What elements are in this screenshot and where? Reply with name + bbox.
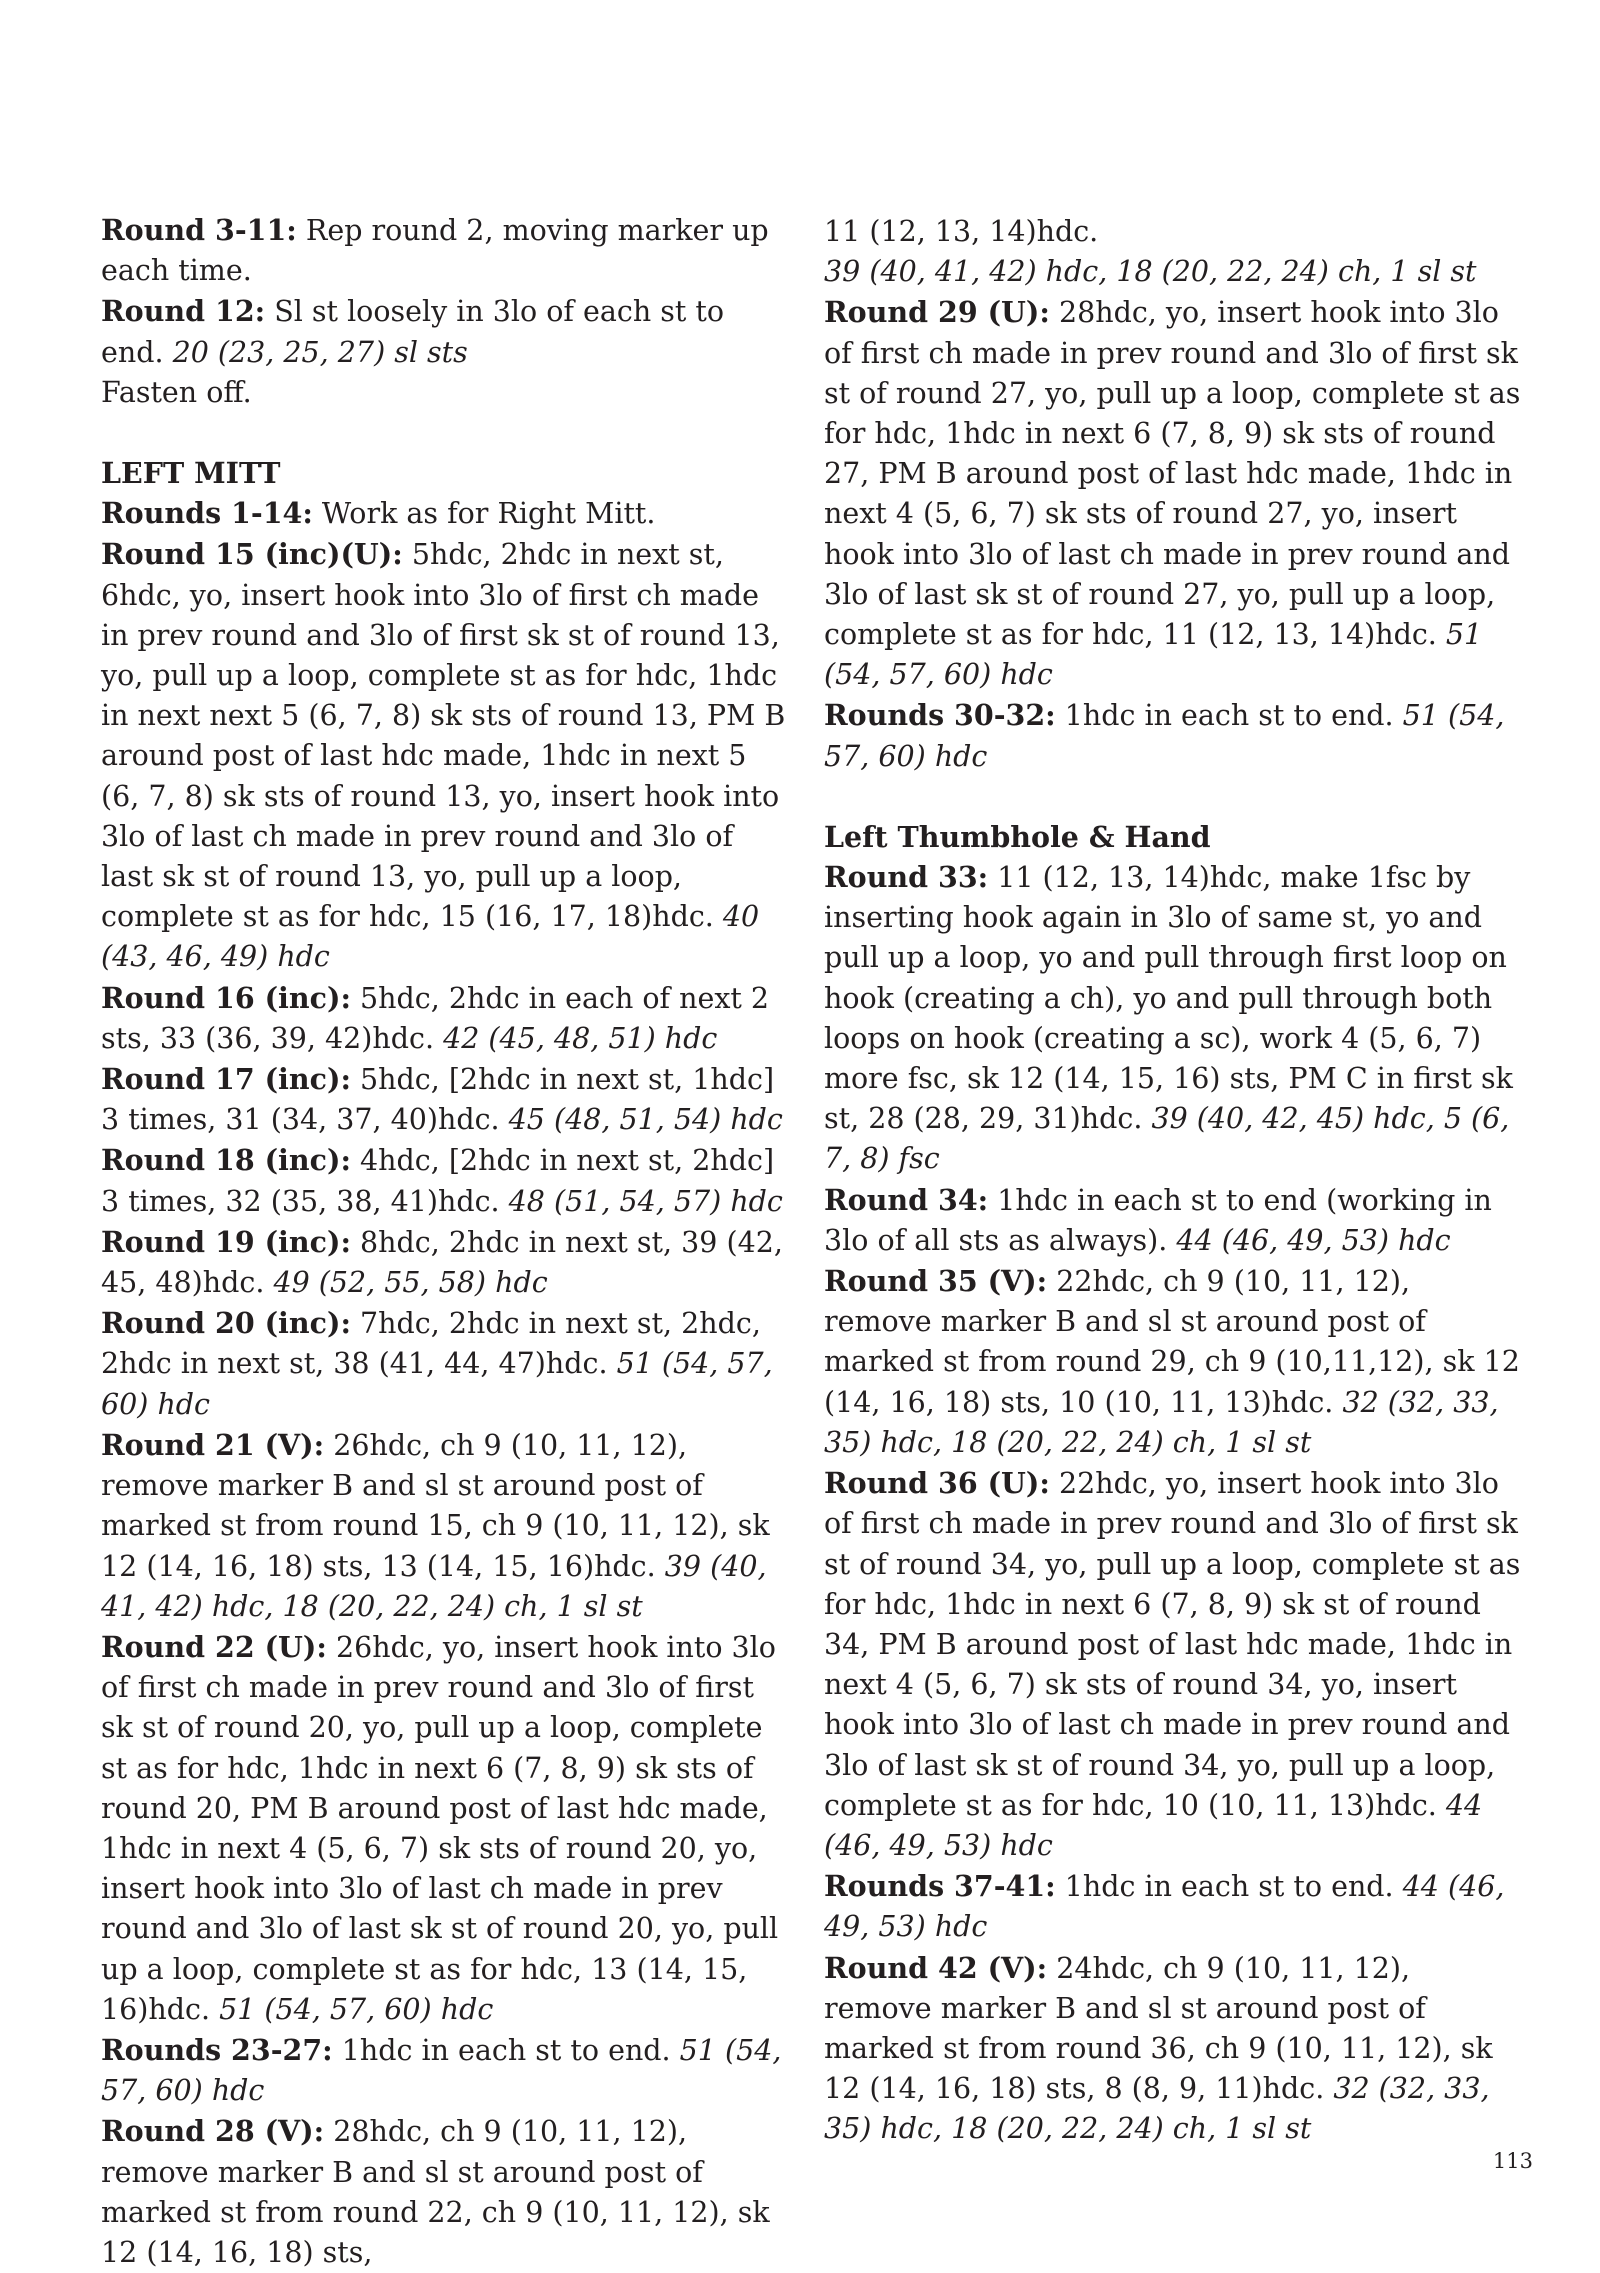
stitch-count: 51 (54, 57, 60) hdc: [824, 618, 1483, 692]
stitch-count: 48 (51, 54, 57) hdc: [508, 1184, 783, 1218]
stitch-count: 32 (32, 33, 35) hdc, 18 (20, 22, 24) ch, 1 sl st: [824, 2072, 1490, 2146]
pattern-instruction: [824, 1261, 1524, 1463]
stitch-count: 51 (54, 57, 60) hdc: [101, 1347, 773, 1421]
round-label: Round 29 (U):: [824, 295, 1050, 330]
pattern-instruction: [824, 857, 1524, 1180]
round-label: Round 34:: [824, 1182, 989, 1217]
instruction-text: 28hdc, ch 9 (10, 11, 12), remove marker B and sl st around post of marked st from round 22, ch 9 (10, 11, 12), sk 12 (14, 16, 18) sts,: [101, 2115, 770, 2269]
instruction-text: 5hdc, 2hdc in each of next 2 sts, 33 (36, 39, 42)hdc.: [101, 981, 770, 1055]
round-label: Round 42 (V):: [824, 1950, 1048, 1985]
instruction-text: 22hdc, ch 9 (10, 11, 12), remove marker B and sl st around post of marked st from round 29, ch 9 (10,11,12), sk 12 (14, 16, 18) sts, 10 (10, 11, 13)hdc.: [824, 1265, 1520, 1419]
right-column: [824, 212, 1524, 2150]
instruction-text: 7hdc, 2hdc in next st, 2hdc, 2hdc in next st, 38 (41, 44, 47)hdc.: [101, 1307, 761, 1381]
section-heading: LEFT MITT: [101, 456, 281, 491]
pattern-instruction: [824, 695, 1524, 776]
round-label: Round 28 (V):: [101, 2114, 325, 2149]
stitch-count: 32 (32, 33, 35) hdc, 18 (20, 22, 24) ch, 1 sl st: [824, 1385, 1499, 1459]
pattern-instruction: [824, 1866, 1524, 1947]
round-label: Rounds 30-32:: [824, 698, 1056, 733]
round-label: Round 20 (inc):: [101, 1306, 351, 1341]
stitch-count: 49 (52, 55, 58) hdc: [273, 1266, 548, 1300]
instruction-text: 11 (12, 13, 14)hdc.: [824, 215, 1099, 248]
stitch-count: 39 (40, 41, 42) hdc, 18 (20, 22, 24) ch, 1 sl st: [101, 1549, 767, 1623]
instruction-text: 22hdc, yo, insert hook into 3lo of first ch made in prev round and 3lo of first sk st of round 34, yo, pull up a loop, complete st as for hdc, 1hdc in next 6 (7, 8, 9) sk st of round 34, PM B around post of last hdc made, 1hdc in next 4 (5, 6, 7) sk sts of round 34, yo, insert hook into 3lo of last ch made in prev round and 3lo of last sk st of round 34, yo, pull up a loop, complete st as for hdc, 10 (10, 11, 13)hdc.: [824, 1467, 1521, 1822]
stitch-count: 42 (45, 48, 51) hdc: [443, 1021, 718, 1055]
round-label: Round 21 (V):: [101, 1427, 325, 1462]
pattern-instruction: [101, 373, 791, 413]
round-label: Round 18 (inc):: [101, 1143, 351, 1178]
pattern-instruction: [824, 1180, 1524, 1261]
instruction-text: Sl st loosely in 3lo of each st to end.: [101, 295, 725, 369]
round-label: Round 35 (V):: [824, 1264, 1048, 1299]
pattern-instruction: [101, 1627, 791, 2030]
instruction-text: 24hdc, ch 9 (10, 11, 12), remove marker B and sl st around post of marked st from round 36, ch 9 (10, 11, 12), sk 12 (14, 16, 18) sts, 8 (8, 9, 11)hdc.: [824, 1951, 1493, 2106]
pattern-instruction: [101, 2111, 791, 2273]
round-label: Rounds 23-27:: [101, 2032, 333, 2067]
left-column: [101, 210, 791, 2273]
instruction-text: 8hdc, 2hdc in next st, 39 (42, 45, 48)hdc.: [101, 1225, 783, 1300]
instruction-text: 28hdc, yo, insert hook into 3lo of first ch made in prev round and 3lo of first sk st of round 27, yo, pull up a loop, complete st as for hdc, 1hdc in next 6 (7, 8, 9) sk sts of round 27, PM B around post of last hdc made, 1hdc in next 4 (5, 6, 7) sk sts of round 27, yo, insert hook into 3lo of last ch made in prev round and 3lo of last sk st of round 27, yo, pull up a loop, complete st as for hdc, 11 (12, 13, 14)hdc.: [824, 296, 1521, 652]
round-label: Round 12:: [101, 294, 266, 329]
instruction-text: Rep round 2, moving marker up each time.: [101, 214, 769, 288]
instruction-text: 5hdc, [2hdc in next st, 1hdc] 3 times, 31 (34, 37, 40)hdc.: [101, 1063, 775, 1137]
pattern-instruction: [101, 1222, 791, 1303]
stitch-count: 45 (48, 51, 54) hdc: [508, 1103, 783, 1137]
round-label: Round 22 (U):: [101, 1629, 327, 1664]
pattern-instruction: [101, 2030, 791, 2111]
section-spacer: [824, 777, 1524, 817]
instruction-text: Work as for Right Mitt.: [312, 497, 656, 531]
stitch-count: 44 (46, 49, 53) hdc: [824, 1870, 1505, 1944]
round-label: Round 19 (inc):: [101, 1224, 351, 1259]
pattern-instruction: [101, 1140, 791, 1221]
instruction-text: 1hdc in each st to end.: [1055, 699, 1403, 733]
round-label: Rounds 1-14:: [101, 496, 313, 531]
round-label: Rounds 37-41:: [824, 1869, 1056, 1904]
round-label: Round 33:: [824, 860, 989, 895]
instruction-text: 11 (12, 13, 14)hdc, make 1fsc by inserting hook again in 3lo of same st, yo and pull up a loop, yo and pull through first loop on hook (creating a ch), yo and pull through both loops on hook (creating a sc), work 4 (5, 6, 7) more fsc, sk 12 (14, 15, 16) sts, PM C in first sk st, 28 (28, 29, 31)hdc.: [824, 861, 1513, 1136]
round-label: Round 17 (inc):: [101, 1062, 351, 1097]
pattern-instruction: [101, 210, 791, 291]
instruction-text: 1hdc in each st to end (working in 3lo of all sts as always).: [824, 1183, 1492, 1257]
instruction-text: Fasten off.: [101, 375, 252, 409]
round-label: Round 36 (U):: [824, 1466, 1050, 1501]
pattern-instruction: [101, 291, 791, 372]
pattern-instruction: [101, 493, 791, 534]
section-spacer: [101, 413, 791, 453]
section-heading: Left Thumbhole & Hand: [824, 819, 1211, 854]
instruction-text: 1hdc in each st to end.: [1055, 1870, 1403, 1904]
pattern-instruction: [101, 1303, 791, 1425]
instruction-text: 4hdc, [2hdc in next st, 2hdc] 3 times, 32 (35, 38, 41)hdc.: [101, 1144, 775, 1218]
pattern-instruction: [101, 978, 791, 1059]
stitch-count: 44 (46, 49, 53) hdc: [1176, 1223, 1451, 1257]
instruction-text: 26hdc, ch 9 (10, 11, 12), remove marker B and sl st around post of marked st from round 15, ch 9 (10, 11, 12), sk 12 (14, 16, 18) sts, 13 (14, 15, 16)hdc.: [101, 1428, 770, 1583]
pattern-instruction: [824, 212, 1524, 252]
pattern-instruction: [824, 252, 1524, 292]
stitch-count: 40 (43, 46, 49) hdc: [101, 900, 760, 974]
stitch-count: 39 (40, 42, 45) hdc, 5 (6, 7, 8) fsc: [824, 1102, 1510, 1176]
instruction-text: 26hdc, yo, insert hook into 3lo of first ch made in prev round and 3lo of first sk st of round 20, yo, pull up a loop, complete st as for hdc, 1hdc in next 6 (7, 8, 9) sk sts of round 20, PM B around post of last hdc made, 1hdc in next 4 (5, 6, 7) sk sts of round 20, yo, insert hook into 3lo of last ch made in prev round and 3lo of last sk st of round 20, yo, pull up a loop, complete st as for hdc, 13 (14, 15, 16)hdc.: [101, 1630, 779, 2026]
round-label: Round 16 (inc):: [101, 980, 351, 1015]
stitch-count: 44 (46, 49, 53) hdc: [824, 1788, 1483, 1862]
pattern-instruction: [101, 534, 791, 977]
stitch-count: 20 (23, 25, 27) sl sts: [172, 335, 468, 369]
stitch-count: 51 (54, 57, 60) hdc: [101, 2033, 782, 2108]
pattern-instruction: [824, 292, 1524, 695]
stitch-count: 39 (40, 41, 42) hdc, 18 (20, 22, 24) ch, 1 sl st: [824, 255, 1477, 289]
instruction-text: 1hdc in each st to end.: [332, 2033, 680, 2067]
stitch-count: 51 (54, 57, 60) hdc: [824, 699, 1505, 773]
pattern-instruction: [101, 1425, 791, 1627]
round-label: Round 15 (inc)(U):: [101, 537, 403, 572]
pattern-instruction: [824, 1948, 1524, 2150]
round-label: Round 3-11:: [101, 213, 297, 247]
pattern-instruction: [824, 1463, 1524, 1866]
instruction-text: 5hdc, 2hdc in next st, 6hdc, yo, insert hook into 3lo of first ch made in prev round and 3lo of first sk st of round 13, yo, pull up a loop, complete st as for hdc, 1hdc in next next 5 (6, 7, 8) sk sts of round 13, PM B around post of last hdc made, 1hdc in next 5 (6, 7, 8) sk sts of round 13, yo, insert hook into 3lo of last ch made in prev round and 3lo of last sk st of round 13, yo, pull up a loop, complete st as for hdc, 15 (16, 17, 18)hdc.: [101, 538, 786, 934]
stitch-count: 51 (54, 57, 60) hdc: [219, 1992, 494, 2026]
page-number: 113: [1492, 2149, 1533, 2173]
pattern-instruction: [101, 1059, 791, 1140]
